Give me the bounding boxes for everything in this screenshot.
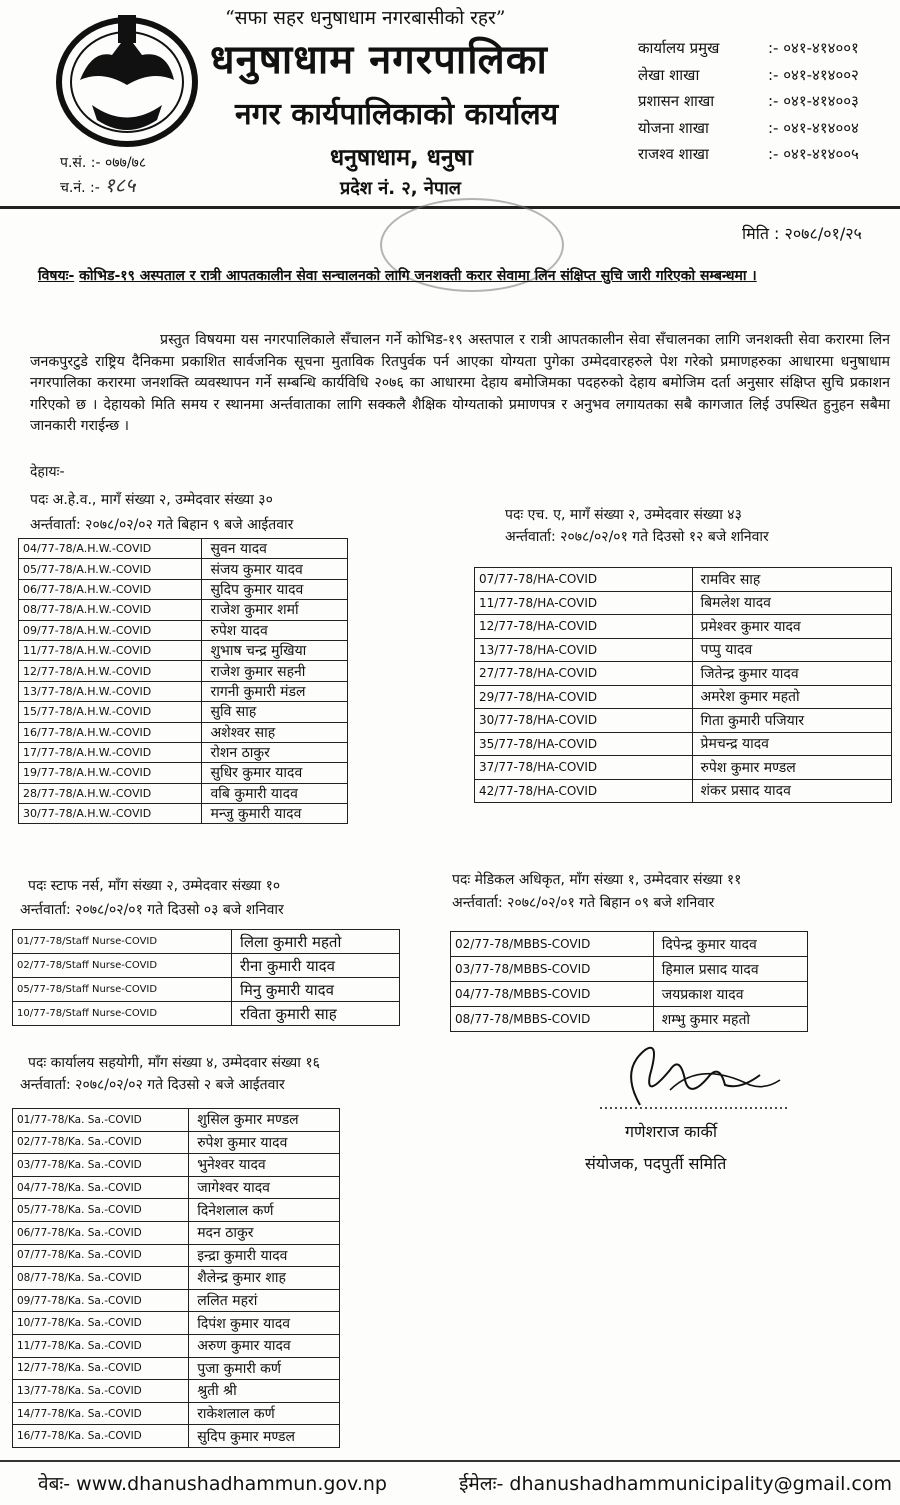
- candidate-row: [13, 1334, 340, 1357]
- registration-number: 14/77-78/Ka. Sa.-COVID: [13, 1402, 189, 1425]
- candidate-row: [451, 1007, 808, 1032]
- registration-number: 19/77-78/A.H.W.-COVID: [19, 763, 202, 783]
- registration-number: 27/77-78/HA-COVID: [475, 662, 693, 686]
- registration-number: 01/77-78/Ka. Sa.-COVID: [13, 1109, 189, 1132]
- candidate-name: गिता कुमारी पजियार: [692, 709, 891, 733]
- contact-phone: :- ०४१-४१४००२: [768, 65, 859, 84]
- candidate-row: [19, 804, 348, 824]
- signatory-position: संयोजक, पदपुर्ती समिति: [585, 1154, 727, 1173]
- registration-number: 02/77-78/Ka. Sa.-COVID: [13, 1131, 189, 1154]
- registration-number: 15/77-78/A.H.W.-COVID: [19, 702, 202, 722]
- subject-line: [38, 266, 757, 285]
- candidate-name: मदन ठाकुर: [189, 1221, 340, 1244]
- email-label: ईमेलः-: [459, 1473, 504, 1495]
- candidate-name: इन्द्रा कुमारी यादव: [189, 1244, 340, 1267]
- candidate-row: [19, 783, 348, 803]
- contact-label: कार्यालय प्रमुख: [638, 39, 720, 57]
- candidate-row: [475, 638, 892, 662]
- contact-list: [638, 38, 859, 171]
- candidate-row: [19, 579, 348, 599]
- ka-sa-interview: अर्न्तवार्ता: २०७८/०२/०२ गते दिउसो २ बजे आईतवार: [20, 1077, 285, 1093]
- registration-number: 03/77-78/Ka. Sa.-COVID: [13, 1154, 189, 1177]
- candidate-row: [451, 957, 808, 982]
- subject-label: विषयः-: [38, 268, 75, 284]
- candidate-row: [451, 982, 808, 1007]
- candidate-name: सुवि साह: [202, 702, 348, 722]
- registration-number: 10/77-78/Ka. Sa.-COVID: [13, 1312, 189, 1335]
- dispatch-no-value: १८५: [104, 173, 136, 197]
- candidate-row: [19, 620, 348, 640]
- registration-number: 28/77-78/A.H.W.-COVID: [19, 783, 202, 803]
- website-label: वेबः-: [38, 1473, 71, 1495]
- registration-number: 04/77-78/MBBS-COVID: [451, 982, 654, 1007]
- ref-no: प.सं. :- ०७७/७८: [60, 155, 147, 171]
- candidate-name: ललित महरां: [189, 1289, 340, 1312]
- reference-numbers: [60, 152, 146, 199]
- municipality-name: धनुषाधाम नगरपालिका: [210, 37, 548, 83]
- registration-number: 17/77-78/A.H.W.-COVID: [19, 742, 202, 762]
- dispatch-no-label: च.नं. :-: [60, 180, 100, 196]
- candidate-row: [13, 1380, 340, 1403]
- candidate-row: [475, 756, 892, 780]
- registration-number: 04/77-78/A.H.W.-COVID: [19, 539, 202, 559]
- registration-number: 11/77-78/Ka. Sa.-COVID: [13, 1334, 189, 1357]
- candidate-row: [13, 930, 400, 954]
- registration-number: 05/77-78/A.H.W.-COVID: [19, 559, 202, 579]
- candidate-name: राजेश कुमार शर्मा: [202, 600, 348, 620]
- candidate-row: [13, 1176, 340, 1199]
- candidate-name: शुभाष चन्द्र मुखिया: [202, 640, 348, 660]
- candidate-row: [13, 1002, 400, 1026]
- candidate-name: दिनेशलाल कर्ण: [189, 1199, 340, 1222]
- candidate-name: सुदिप कुमार मण्डल: [189, 1425, 340, 1448]
- candidate-row: [19, 539, 348, 559]
- candidate-name: शम्भु कुमार महतो: [653, 1007, 807, 1032]
- registration-number: 07/77-78/Ka. Sa.-COVID: [13, 1244, 189, 1267]
- candidate-row: [475, 591, 892, 615]
- candidate-name: दिपेन्द्र कुमार यादव: [653, 932, 807, 957]
- contact-phone: :- ०४१-४१४००४: [768, 118, 859, 137]
- registration-number: 09/77-78/Ka. Sa.-COVID: [13, 1289, 189, 1312]
- candidate-name: मिनु कुमारी यादव: [231, 978, 399, 1002]
- registration-number: 12/77-78/A.H.W.-COVID: [19, 661, 202, 681]
- candidate-name: मन्जु कुमारी यादव: [202, 804, 348, 824]
- candidate-row: [13, 1267, 340, 1290]
- office-location: धनुषाधाम, धनुषा: [330, 145, 473, 171]
- candidate-name: रविता कुमारी साह: [231, 1002, 399, 1026]
- contact-row: [638, 144, 859, 171]
- registration-number: 06/77-78/A.H.W.-COVID: [19, 579, 202, 599]
- contact-phone: :- ०४१-४१४००५: [768, 145, 859, 163]
- candidate-row: [475, 685, 892, 709]
- candidate-name: रुपेश कुमार यादव: [189, 1131, 340, 1154]
- candidate-row: [475, 779, 892, 803]
- candidate-name: भुनेश्वर यादव: [189, 1154, 340, 1177]
- registration-number: 30/77-78/HA-COVID: [475, 709, 693, 733]
- contact-row: [638, 65, 859, 92]
- candidate-row: [13, 1402, 340, 1425]
- candidate-row: [19, 559, 348, 579]
- signatory-name: गणेशराज कार्की: [625, 1122, 717, 1141]
- candidate-name: जयप्रकाश यादव: [653, 982, 807, 1007]
- dispatch-no: [60, 174, 146, 199]
- registration-number: 13/77-78/HA-COVID: [475, 638, 693, 662]
- candidate-row: [475, 662, 892, 686]
- candidate-row: [13, 1312, 340, 1335]
- candidate-name: रुपेश कुमार मण्डल: [692, 756, 891, 780]
- candidate-name: सुवन यादव: [202, 539, 348, 559]
- registration-number: 37/77-78/HA-COVID: [475, 756, 693, 780]
- candidate-name: अशेश्वर साह: [202, 722, 348, 742]
- candidate-row: [19, 661, 348, 681]
- registration-number: 08/77-78/MBBS-COVID: [451, 1007, 654, 1032]
- candidate-name: रोशन ठाकुर: [202, 742, 348, 762]
- registration-number: 13/77-78/Ka. Sa.-COVID: [13, 1380, 189, 1403]
- nepal-emblem-logo: [52, 10, 202, 150]
- registration-number: 35/77-78/HA-COVID: [475, 732, 693, 756]
- candidate-row: [19, 640, 348, 660]
- candidate-row: [13, 1199, 340, 1222]
- registration-number: 30/77-78/A.H.W.-COVID: [19, 804, 202, 824]
- candidate-row: [13, 1357, 340, 1380]
- candidate-row: [475, 732, 892, 756]
- candidate-name: रागनी कुमारी मंडल: [202, 681, 348, 701]
- registration-number: 16/77-78/A.H.W.-COVID: [19, 722, 202, 742]
- ahw-table: [18, 538, 348, 824]
- slogan: “सफा सहर धनुषाधाम नगरबासीको रहर”: [225, 7, 506, 29]
- registration-number: 11/77-78/A.H.W.-COVID: [19, 640, 202, 660]
- registration-number: 12/77-78/HA-COVID: [475, 615, 693, 639]
- staff-nurse-interview: अर्न्तवार्ता: २०७८/०२/०१ गते दिउसो ०३ बजे शनिवार: [20, 902, 284, 918]
- candidate-name: दिपंश कुमार यादव: [189, 1312, 340, 1335]
- registration-number: 09/77-78/A.H.W.-COVID: [19, 620, 202, 640]
- registration-number: 11/77-78/HA-COVID: [475, 591, 693, 615]
- contact-label: लेखा शाखा: [638, 65, 700, 84]
- candidate-row: [13, 1289, 340, 1312]
- registration-number: 05/77-78/Ka. Sa.-COVID: [13, 1199, 189, 1222]
- ahw-interview: अर्न्तवार्ता: २०७८/०२/०२ गते बिहान ९ बजे आईतवार: [30, 517, 294, 533]
- ha-post: पदः एच. ए, मागँ संख्या २, उम्मेदवार संख्या ४३: [505, 507, 742, 523]
- candidate-row: [19, 600, 348, 620]
- candidate-name: वबि कुमारी यादव: [202, 783, 348, 803]
- candidate-row: [13, 954, 400, 978]
- candidate-row: [13, 1425, 340, 1448]
- candidate-name: बिमलेश यादव: [692, 591, 891, 615]
- registration-number: 07/77-78/HA-COVID: [475, 568, 693, 592]
- ahw-post: पदः अ.हे.व., मागँ संख्या २, उम्मेदवार संख्या ३०: [30, 492, 273, 508]
- candidate-row: [19, 702, 348, 722]
- candidate-name: शंकर प्रसाद यादव: [692, 779, 891, 803]
- contact-row: [638, 38, 859, 65]
- candidate-row: [451, 932, 808, 957]
- dehaya-label: देहायः-: [30, 464, 65, 480]
- contact-label: राजश्व शाखा: [638, 145, 709, 163]
- candidate-name: अरुण कुमार यादव: [189, 1334, 340, 1357]
- staff-nurse-table: [12, 929, 400, 1026]
- candidate-row: [19, 681, 348, 701]
- candidate-row: [13, 1131, 340, 1154]
- candidate-name: जागेश्वर यादव: [189, 1176, 340, 1199]
- candidate-name: रामविर साह: [692, 568, 891, 592]
- registration-number: 12/77-78/Ka. Sa.-COVID: [13, 1357, 189, 1380]
- mbbs-post: पदः मेडिकल अधिकृत, माँग संख्या १, उम्मेदवार संख्या ११: [452, 872, 742, 888]
- contact-phone: :- ०४१-४१४००१: [768, 39, 859, 57]
- website-link[interactable]: www.dhanushadhammun.gov.np: [76, 1473, 387, 1495]
- contact-label: प्रशासन शाखा: [638, 92, 715, 110]
- candidate-name: राकेशलाल कर्ण: [189, 1402, 340, 1425]
- registration-number: 13/77-78/A.H.W.-COVID: [19, 681, 202, 701]
- candidate-row: [13, 1244, 340, 1267]
- registration-number: 42/77-78/HA-COVID: [475, 779, 693, 803]
- footer: [38, 1470, 892, 1496]
- candidate-name: राजेश कुमार सहनी: [202, 661, 348, 681]
- ka-sa-post: पदः कार्यालय सहयोगी, माँग संख्या ४, उम्मेदवार संख्या १६: [28, 1055, 320, 1071]
- candidate-name: पुजा कुमारी कर्ण: [189, 1357, 340, 1380]
- candidate-row: [13, 978, 400, 1002]
- registration-number: 06/77-78/Ka. Sa.-COVID: [13, 1221, 189, 1244]
- candidate-row: [19, 722, 348, 742]
- mbbs-table: [450, 931, 808, 1032]
- ha-table: [474, 567, 892, 803]
- contact-label: योजना शाखा: [638, 118, 709, 137]
- candidate-name: शुसिल कुमार मण्डल: [189, 1109, 340, 1132]
- candidate-name: अमरेश कुमार महतो: [692, 685, 891, 709]
- registration-number: 03/77-78/MBBS-COVID: [451, 957, 654, 982]
- staff-nurse-post: पदः स्टाफ नर्स, माँग संख्या २, उम्मेदवार संख्या १०: [28, 878, 281, 894]
- ka-sa-table: [12, 1108, 340, 1448]
- candidate-row: [13, 1221, 340, 1244]
- candidate-row: [19, 763, 348, 783]
- candidate-name: रीना कुमारी यादव: [231, 954, 399, 978]
- candidate-row: [13, 1154, 340, 1177]
- body-paragraph: प्रस्तुत विषयमा यस नगरपालिकाले सँचालन गर्ने कोभिड-१९ अस्तपाल र रात्री आपतकालीन सेवा सँचालनका लागि जनशक्ती सेवा करारमा लिन जनकपुरटुडे राष्ट्रिय दैनिकमा प्रकाशित सार्वजनिक सूचना मुताविक रितपुर्वक पर्न आएका योग्यता पुगेका उम्मेदवारहरुले पेश गरेको प्रमाणहरुका आधारमा धनुषाधाम नगरपालिका करारमा जनशक्ति व्यवस्थापन गर्ने सम्बन्धि कार्यविधि २०७६ का आधारमा देहाय बमोजिमका पदहरुको देहाय बमोजिम दर्ता अनुसार संक्षिप्त सुचि प्रकाशन गरिएको छ । देहायको मिति समय र स्थानमा अर्न्तवाताका लागि सक्कलै शैक्षिक योग्यताको प्रमाणपत्र र अनुभव लगायतका सबै कागजात लिई उपस्थित हुनुहन सबैमा जानकारी गराईन्छ ।: [30, 332, 890, 434]
- footer-divider: [0, 1460, 900, 1462]
- candidate-row: [13, 1109, 340, 1132]
- candidate-row: [475, 615, 892, 639]
- registration-number: 10/77-78/Staff Nurse-COVID: [13, 1002, 232, 1026]
- registration-number: 16/77-78/Ka. Sa.-COVID: [13, 1425, 189, 1448]
- subject-text: कोभिड-१९ अस्पताल र रात्री आपतकालीन सेवा सन्चालनको लागि जनशक्ती करार सेवामा लिन संक्षिप्त सुचि जारी गरिएको सम्बन्धमा ।: [79, 268, 757, 284]
- candidate-name: लिला कुमारी महतो: [231, 930, 399, 954]
- contact-row: [638, 118, 859, 145]
- registration-number: 08/77-78/A.H.W.-COVID: [19, 600, 202, 620]
- candidate-name: रुपेश यादव: [202, 620, 348, 640]
- registration-number: 05/77-78/Staff Nurse-COVID: [13, 978, 232, 1002]
- candidate-row: [19, 742, 348, 762]
- candidate-name: प्रमेश्वर कुमार यादव: [692, 615, 891, 639]
- registration-number: 08/77-78/Ka. Sa.-COVID: [13, 1267, 189, 1290]
- ha-interview: अर्न्तवार्ता: २०७८/०२/०१ गते दिउसो १२ बजे शनिवार: [505, 529, 769, 545]
- candidate-name: संजय कुमार यादव: [202, 559, 348, 579]
- candidate-name: श्रुती श्री: [189, 1380, 340, 1403]
- registration-number: 01/77-78/Staff Nurse-COVID: [13, 930, 232, 954]
- contact-row: [638, 91, 859, 118]
- registration-number: 02/77-78/Staff Nurse-COVID: [13, 954, 232, 978]
- registration-number: 29/77-78/HA-COVID: [475, 685, 693, 709]
- province: प्रदेश नं. २, नेपाल: [340, 178, 461, 199]
- letter-date: मिति : २०७८/०१/२५: [742, 224, 862, 243]
- mbbs-interview: अर्न्तवार्ता: २०७८/०२/०१ गते बिहान ०९ बजे शनिवार: [452, 895, 715, 911]
- candidate-name: पप्पु यादव: [692, 638, 891, 662]
- registration-number: 02/77-78/MBBS-COVID: [451, 932, 654, 957]
- candidate-name: जितेन्द्र कुमार यादव: [692, 662, 891, 686]
- registration-number: 04/77-78/Ka. Sa.-COVID: [13, 1176, 189, 1199]
- office-name: नगर कार्यपालिकाको कार्यालय: [235, 97, 559, 132]
- candidate-name: प्रेमचन्द्र यादव: [692, 732, 891, 756]
- candidate-name: शैलेन्द्र कुमार शाह: [189, 1267, 340, 1290]
- signature: [600, 1030, 790, 1115]
- candidate-name: सुधिर कुमार यादव: [202, 763, 348, 783]
- contact-phone: :- ०४१-४१४००३: [768, 92, 859, 110]
- email-link[interactable]: dhanushadhammunicipality@gmail.com: [509, 1473, 892, 1495]
- candidate-name: सुदिप कुमार यादव: [202, 579, 348, 599]
- candidate-row: [475, 568, 892, 592]
- candidate-name: हिमाल प्रसाद यादव: [653, 957, 807, 982]
- candidate-row: [475, 709, 892, 733]
